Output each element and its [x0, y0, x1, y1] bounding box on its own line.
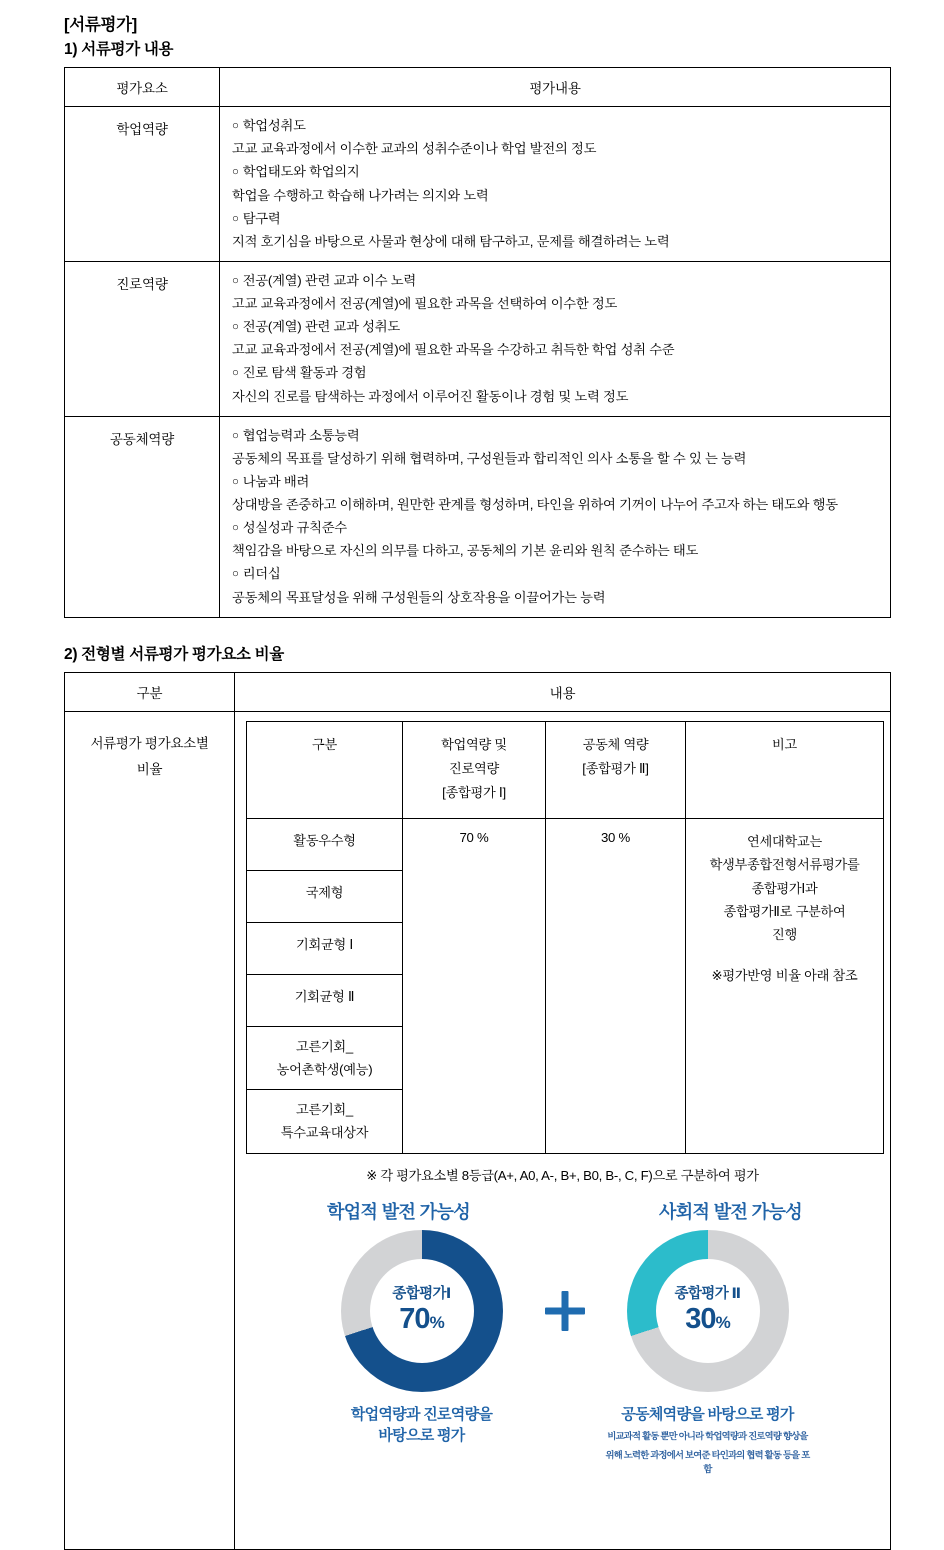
header-content: 내용 — [235, 672, 891, 711]
infographic-titles — [246, 1190, 883, 1228]
item-heading: 협업능력과 소통능력 — [242, 427, 360, 443]
academic-header-line-1: 학업역량 및 — [441, 736, 507, 752]
table-row — [247, 818, 884, 870]
item-heading-line — [232, 516, 880, 539]
caption-academic-line-2: 바탕으로 평가 — [378, 1426, 465, 1444]
row-label-line-1: 서류평가 평가요소별 — [90, 735, 209, 751]
admission-type-international: 국제형 — [247, 870, 403, 922]
donut-chart-academic — [341, 1230, 503, 1392]
item-heading: 나눔과 배려 — [242, 473, 310, 489]
remark-line-3: 종합평가Ⅰ과 — [751, 880, 818, 896]
item-detail: 학업을 수행하고 학습해 나가려는 의지와 노력 — [232, 187, 489, 203]
inner-header-division: 구분 — [247, 721, 403, 818]
table-row — [65, 261, 891, 416]
grade-scale-note: ※ 각 평가요소별 8등급(A+, A0, A-, B+, B0, B-, C, F)으로 구분하여 평가 — [366, 1167, 759, 1183]
caption-social-sub-2: 위해 노력한 과정에서 보여준 타인과의 협력 활동 등을 포함 — [605, 1449, 810, 1474]
admission-type-equal-opportunity-1: 기회균형 Ⅰ — [247, 922, 403, 974]
section-1-title: 1) 서류평가 내용 — [64, 41, 174, 59]
donut-center-label-academic — [370, 1259, 474, 1363]
type-line-1: 고른기회_ — [295, 1102, 354, 1118]
content-career-competency — [220, 261, 891, 416]
table-header-row — [65, 68, 891, 107]
item-detail: 지적 호기심을 바탕으로 사물과 현상에 대해 탐구하고, 문제를 해결하려는 노력 — [232, 233, 670, 249]
remark-reference-note: ※평가반영 비율 아래 참조 — [711, 967, 858, 983]
item-heading-line — [232, 207, 880, 230]
donut-number-social: 30 — [685, 1303, 716, 1336]
item-heading-line — [232, 269, 880, 292]
header-evaluation-content: 평가내용 — [220, 68, 891, 107]
item-detail: 책임감을 바탕으로 자신의 의무를 다하고, 공동체의 기본 윤리와 원칙 준수하는 태도 — [232, 543, 699, 559]
circle-bullet-icon: ○ — [232, 120, 239, 133]
evaluation-content-table — [64, 67, 891, 618]
item-heading: 리더십 — [242, 566, 281, 582]
evaluation-infographic — [246, 1190, 883, 1537]
table-row — [65, 711, 891, 1549]
donut-label-academic: 종합평가Ⅰ — [392, 1285, 451, 1302]
circle-bullet-icon: ○ — [232, 367, 239, 380]
remarks-cell — [686, 818, 884, 1153]
remark-line-2: 학생부종합전형서류평가를 — [709, 857, 860, 873]
item-heading-line — [232, 114, 880, 137]
admission-type-even-opportunity-rural — [247, 1026, 403, 1089]
donut-center-label-social — [656, 1259, 760, 1363]
admission-type-equal-opportunity-2: 기회균형 Ⅱ — [247, 974, 403, 1026]
document-title: [서류평가] — [64, 16, 137, 34]
item-heading-line — [232, 315, 880, 338]
item-heading: 성실성과 규칙준수 — [242, 520, 347, 536]
factor-academic-competency: 학업역량 — [65, 107, 220, 262]
type-line-1: 고른기회_ — [295, 1038, 354, 1054]
table-header-row — [65, 672, 891, 711]
item-heading-line — [232, 470, 880, 493]
caption-social-sub-1: 비교과적 활동 뿐만 아니라 학업역량과 진로역량 향상을 — [607, 1430, 808, 1441]
infographic-captions — [246, 1404, 883, 1477]
item-detail: 자신의 진로를 탐색하는 과정에서 이루어진 활동이나 경험 및 노력 정도 — [232, 388, 629, 404]
header-evaluation-factor: 평가요소 — [65, 68, 220, 107]
community-header-line-1: 공동체 역량 — [582, 736, 649, 752]
item-detail: 공동체의 목표달성을 위해 구성원들의 상호작용을 이끌어가는 능력 — [232, 589, 606, 605]
remark-line-4: 종합평가Ⅱ로 구분하여 — [723, 903, 846, 919]
circle-bullet-icon: ○ — [232, 475, 239, 488]
donut-wrap-right — [603, 1230, 813, 1392]
header-division: 구분 — [65, 672, 235, 711]
infographic-title-academic: 학업적 발전 가능성 — [326, 1201, 471, 1222]
content-academic-competency — [220, 107, 891, 262]
inner-ratio-table — [246, 721, 884, 1154]
item-detail: 고교 교육과정에서 전공(계열)에 필요한 과목을 선택하여 이수한 정도 — [232, 296, 618, 312]
circle-bullet-icon: ○ — [232, 321, 239, 334]
content-community-competency — [220, 416, 891, 617]
academic-header-line-2: 진로역량 — [449, 761, 499, 777]
inner-header-community — [546, 721, 686, 818]
ratio-by-admission-type-table — [64, 672, 891, 1550]
donut-value-academic — [399, 1305, 443, 1334]
row-label-ratio-by-factor — [65, 711, 235, 1549]
caption-social-line-1: 공동체역량을 바탕으로 평가 — [621, 1405, 794, 1423]
admission-type-activity-excellence: 활동우수형 — [247, 818, 403, 870]
item-heading-line — [232, 562, 880, 585]
caption-social — [603, 1404, 813, 1477]
item-detail: 고교 교육과정에서 이수한 교과의 성취수준이나 학업 발전의 정도 — [232, 141, 597, 157]
remark-spacer — [691, 947, 878, 964]
table-row — [65, 416, 891, 617]
item-detail: 상대방을 존중하고 이해하며, 원만한 관계를 형성하며, 타인을 위하여 기꺼이 나누어 주고자 하는 태도와 행동 — [232, 497, 838, 513]
academic-ratio-value: 70 % — [403, 818, 546, 1153]
caption-spacer — [543, 1404, 587, 1477]
item-detail: 공동체의 목표를 달성하기 위해 협력하며, 구성원들과 합리적인 의사 소통을 할 수 있 는 능력 — [232, 450, 747, 466]
donut-number-academic: 70 — [399, 1303, 430, 1336]
row-label-line-2: 비율 — [136, 761, 163, 777]
academic-header-line-3: [종합평가 Ⅰ] — [442, 785, 506, 801]
remark-line-1: 연세대학교는 — [747, 833, 822, 849]
circle-bullet-icon: ○ — [232, 274, 239, 287]
type-line-2: 농어촌학생(예능) — [276, 1061, 373, 1077]
infographic-title-social: 사회적 발전 가능성 — [658, 1201, 803, 1222]
item-heading: 탐구력 — [242, 210, 281, 226]
caption-academic-line-1: 학업역량과 진로역량을 — [350, 1405, 493, 1423]
factor-community-competency: 공동체역량 — [65, 416, 220, 617]
item-heading: 학업성취도 — [242, 118, 306, 134]
inner-header-row — [247, 721, 884, 818]
circle-bullet-icon: ○ — [232, 429, 239, 442]
item-heading: 전공(계열) 관련 교과 성취도 — [242, 319, 400, 335]
inner-header-remarks: 비고 — [686, 721, 884, 818]
item-heading-line — [232, 160, 880, 183]
community-header-line-2: [종합평가 Ⅱ] — [582, 761, 649, 777]
admission-type-even-opportunity-special-ed — [247, 1090, 403, 1153]
circle-bullet-icon: ○ — [232, 166, 239, 179]
circle-bullet-icon: ○ — [232, 522, 239, 535]
item-heading: 전공(계열) 관련 교과 이수 노력 — [242, 272, 416, 288]
donut-chart-row — [246, 1230, 883, 1392]
donut-percent-sign-academic: % — [429, 1313, 444, 1333]
item-heading: 진로 탐색 활동과 경험 — [242, 365, 367, 381]
item-heading-line — [232, 361, 880, 384]
content-cell-ratio — [235, 711, 891, 1549]
remark-line-5: 진행 — [772, 927, 797, 943]
plus-icon — [543, 1289, 587, 1333]
donut-chart-social — [627, 1230, 789, 1392]
type-line-2: 특수교육대상자 — [280, 1124, 369, 1140]
donut-wrap-left — [317, 1230, 527, 1392]
item-heading: 학업태도와 학업의지 — [242, 164, 360, 180]
caption-academic — [317, 1404, 527, 1477]
item-heading-line — [232, 424, 880, 447]
circle-bullet-icon: ○ — [232, 212, 239, 225]
section-2-title: 2) 전형별 서류평가 평가요소 비율 — [64, 645, 284, 663]
donut-value-social — [685, 1305, 729, 1334]
item-detail: 고교 교육과정에서 전공(계열)에 필요한 과목을 수강하고 취득한 학업 성취 수준 — [232, 342, 675, 358]
community-ratio-value: 30 % — [546, 818, 686, 1153]
table-row — [65, 107, 891, 262]
circle-bullet-icon: ○ — [232, 568, 239, 581]
donut-label-social: 종합평가 Ⅱ — [674, 1285, 741, 1302]
inner-header-academic-career — [403, 721, 546, 818]
factor-career-competency: 진로역량 — [65, 261, 220, 416]
donut-percent-sign-social: % — [715, 1313, 730, 1333]
